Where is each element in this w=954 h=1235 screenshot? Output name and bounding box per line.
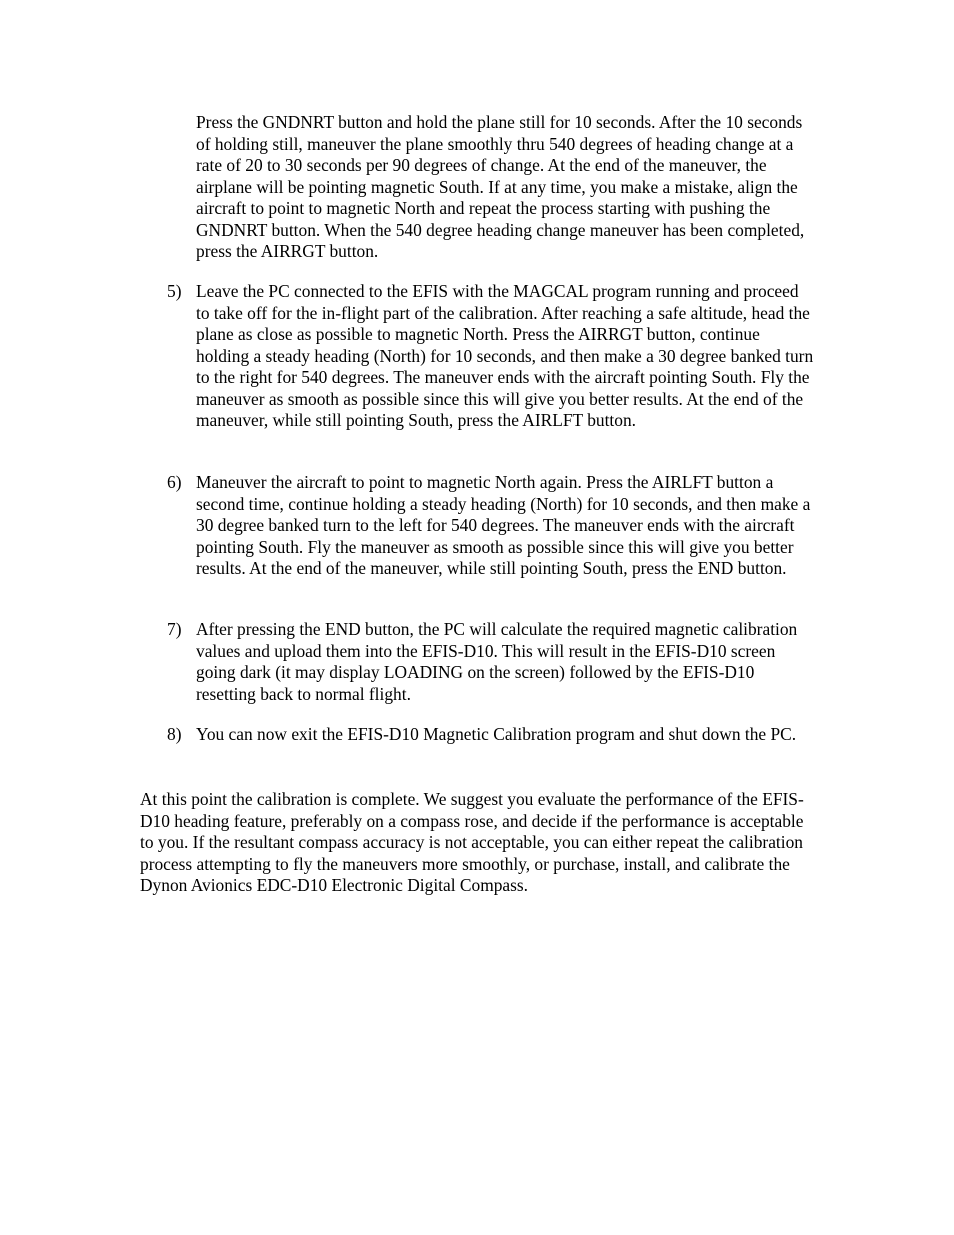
list-item-step-5 [167,281,817,432]
step-text: Maneuver the aircraft to point to magnetic North again. Press the AIRLFT button a second time, continue holding a steady heading (North) for 10 seconds, and then make a 30 degree banked turn to the left for 540 degrees. The maneuver ends with the aircraft pointing South. Fly the maneuver as smooth as possible since this will give you better results. At the end of the maneuver, while still pointing South, press the END button. [196,472,811,578]
step-text: You can now exit the EFIS-D10 Magnetic Calibration program and shut down the PC. [196,724,797,744]
list-item-step-7 [167,619,817,705]
closing-paragraph: At this point the calibration is complete. We suggest you evaluate the performance of the EFIS-D10 heading feature, preferably on a compass rose, and decide if the performance is acceptable to you. If the resultant compass accuracy is not acceptable, you can either repeat the calibration process attempting to fly the maneuvers more smoothly, or purchase, install, and calibrate the Dynon Avionics EDC-D10 Electronic Digital Compass. [140,789,804,895]
step-number: 7) [167,619,182,639]
step-text: After pressing the END button, the PC will calculate the required magnetic calibration values and upload them into the EFIS-D10. This will result in the EFIS-D10 screen going dark (it may display LOADING on the screen) followed by the EFIS-D10 resetting back to normal flight. [196,619,798,704]
continuation-paragraph: Press the GNDNRT button and hold the plane still for 10 seconds. After the 10 seconds of holding still, maneuver the plane smoothly thru 540 degrees of heading change at a rate of 20 to 30 seconds per 90 degrees of change. At the end of the maneuver, the airplane will be pointing magnetic South. If at any time, you make a mistake, align the aircraft to point to magnetic North and repeat the process starting with pushing the GNDNRT button. When the 540 degree heading change maneuver has been completed, press the AIRRGT button. [196,112,805,261]
step-number: 5) [167,281,182,301]
step-number: 8) [167,724,182,744]
list-item-step-6 [167,472,817,580]
step-number: 6) [167,472,182,492]
step-text: Leave the PC connected to the EFIS with the MAGCAL program running and proceed to take off for the in-flight part of the calibration. After reaching a safe altitude, head the plane as close as possible to magnetic North. Press the AIRRGT button, continue holding a steady heading (North) for 10 seconds, and then make a 30 degree banked turn to the right for 540 degrees. The maneuver ends with the aircraft pointing South. Fly the maneuver as smooth as possible since this will give you better results. At the end of the maneuver, while still pointing South, press the AIRLFT button. [196,281,814,430]
list-item-step-8 [167,724,817,746]
